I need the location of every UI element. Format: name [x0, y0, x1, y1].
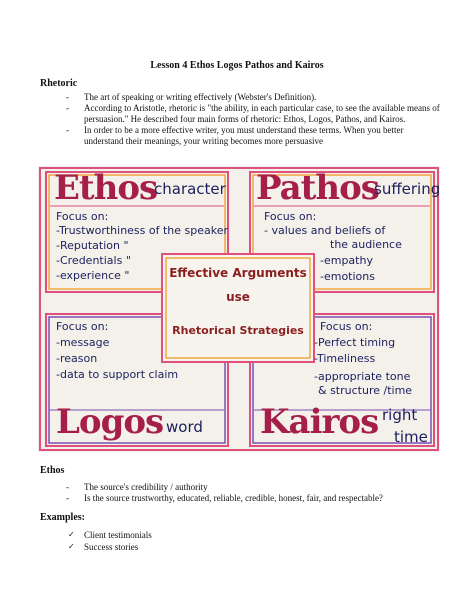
- ethos-focus-item: -experience ": [56, 269, 130, 282]
- ethos-focus-item: -Credentials ": [56, 254, 131, 267]
- pathos-focus-item: - values and beliefs of: [264, 224, 386, 237]
- rhetoric-heading: Rhetoric: [40, 78, 78, 89]
- center-line-3: Rhetorical Strategies: [172, 324, 304, 337]
- kairos-focus-label: Focus on:: [320, 320, 373, 333]
- pathos-focus-label: Focus on:: [264, 210, 317, 223]
- list-item: - According to Aristotle, rhetoric is "the ability, in each particular case, to see the available means of persuasion." He described four main forms of rhetoric: Ethos, Logos, Pathos, and Kairos.: [40, 103, 440, 125]
- logos-focus-item: -reason: [56, 352, 98, 365]
- checkmark-icon: ✓: [68, 530, 75, 539]
- list-item: - In order to be a more effective writer, you must understand these terms. When you better understand their meanings, your writing becomes more persuasive: [40, 125, 440, 147]
- list-item: - Is the source trustworthy, educated, reliable, credible, honest, fair, and respectable?: [40, 493, 440, 504]
- kairos-focus-item: & structure /time: [318, 384, 413, 397]
- ethos-heading: Ethos: [40, 465, 65, 476]
- ethos-focus-item: -Reputation ": [56, 239, 129, 252]
- logos-meaning: word: [166, 418, 203, 436]
- pathos-focus-item: -emotions: [320, 270, 375, 283]
- kairos-focus-item: -appropriate tone: [314, 370, 411, 383]
- rhetoric-list: [40, 92, 440, 147]
- examples-heading: Examples:: [40, 512, 85, 523]
- list-item: [40, 529, 420, 541]
- kairos-focus-item: -Perfect timing: [314, 336, 396, 349]
- ethos-focus-label: Focus on:: [56, 210, 109, 223]
- logos-focus-label: Focus on:: [56, 320, 109, 333]
- examples-list: [40, 529, 420, 553]
- list-item: [40, 541, 420, 553]
- page-title: Lesson 4 Ethos Logos Pathos and Kairos: [150, 60, 324, 71]
- logos-title: Logos: [56, 402, 164, 442]
- ethos-meaning: character: [154, 180, 226, 198]
- pathos-title: Pathos: [256, 168, 379, 208]
- ethos-list: [40, 482, 440, 504]
- list-item: - The art of speaking or writing effectively (Webster's Definition).: [40, 92, 440, 103]
- example-text: Client testimonials: [84, 530, 152, 540]
- example-text: Success stories: [84, 542, 139, 552]
- logos-focus-item: -message: [56, 336, 110, 349]
- logos-focus-item: -data to support claim: [56, 368, 179, 381]
- pathos-focus-item: the audience: [330, 238, 402, 251]
- kairos-meaning-bottom: time: [394, 428, 428, 446]
- pathos-meaning: suffering: [374, 180, 440, 198]
- pathos-focus-item: -empathy: [320, 254, 373, 267]
- kairos-focus-item: -Timeliness: [314, 352, 376, 365]
- rhetoric-poster-image: [38, 166, 440, 452]
- center-line-2: use: [226, 290, 250, 304]
- center-line-1: Effective Arguments: [169, 266, 307, 280]
- list-item: - The source's credibility / authority: [40, 482, 440, 493]
- kairos-title: Kairos: [260, 402, 379, 442]
- ethos-title: Ethos: [54, 168, 158, 208]
- kairos-meaning-top: right: [382, 406, 418, 424]
- ethos-focus-item: -Trustworthiness of the speaker: [56, 224, 229, 237]
- checkmark-icon: ✓: [68, 542, 75, 551]
